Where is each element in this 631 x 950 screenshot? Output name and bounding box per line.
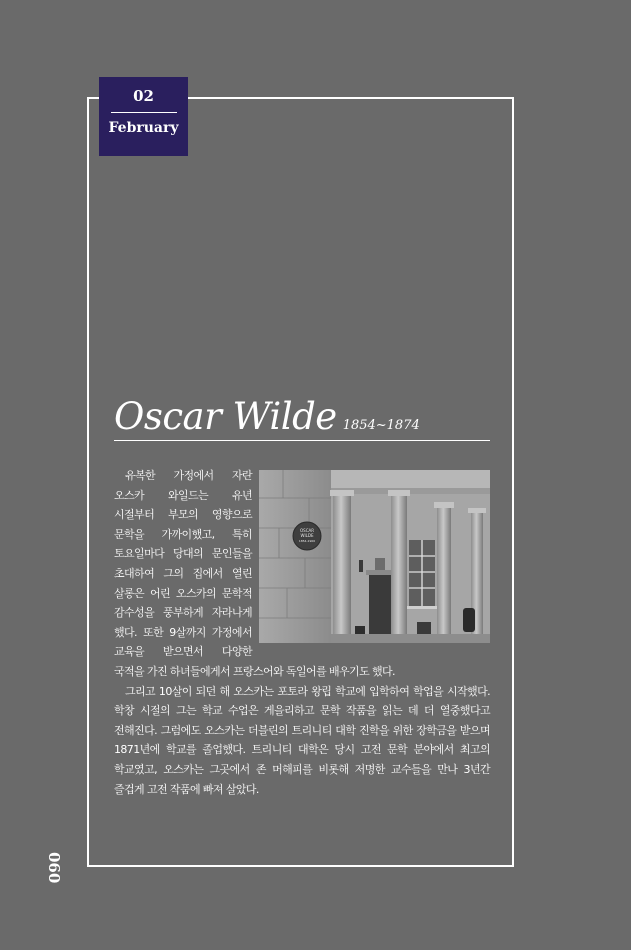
plaque-line-2: WILDE xyxy=(300,533,314,538)
article-body xyxy=(114,466,490,799)
title-name: Oscar Wilde xyxy=(114,395,337,438)
plaque-line-1: OSCAR xyxy=(300,528,314,533)
article-title xyxy=(114,393,490,441)
title-underline xyxy=(114,440,490,441)
plaque-line-3: 1854-1900 xyxy=(298,539,316,543)
title-years: 1854~1874 xyxy=(342,418,420,433)
paragraph-1: 유복한 가정에서 자란 오스카 와일드는 유년 시절부터 부모의 영향으로 문학을 가까이했고, 특히 토요일마다 당대의 문인들을 초대하여 그의 집에서 열린 살롱은 어린 오스카의 문학적 감수성을 풍부하게 자라나게 했다. 또한 9살까지 가정에서 교육을 받으면서 다양한 국적을 가진 하녀들에게서 프랑스어와 독일어를 배우기도 했다. xyxy=(114,469,395,678)
date-divider xyxy=(111,112,177,113)
paragraph-2: 그리고 10살이 되던 해 오스카는 포토라 왕립 학교에 입학하여 학업을 시작했다. 학창 시절의 그는 학교 수업은 게을리하고 문학 작품을 읽는 데 더 열중했다고 전해진다. 그럼에도 오스카는 더블린의 트리니티 대학 진학을 위한 장학금을 받으며 1871년에 학교를 졸업했다. 트리니티 대학은 당시 고전 문학 분야에서 최고의 학교였고, 오스카는 그곳에서 존 머해피를 비롯해 저명한 교수들을 만나 3년간 즐겁게 고전 작품에 빠져 살았다. xyxy=(114,684,490,796)
date-month: February xyxy=(108,120,179,136)
date-badge xyxy=(99,77,188,156)
page-number: 060 xyxy=(45,852,63,884)
photo-placeholder xyxy=(259,466,490,646)
date-number: 02 xyxy=(133,87,154,105)
